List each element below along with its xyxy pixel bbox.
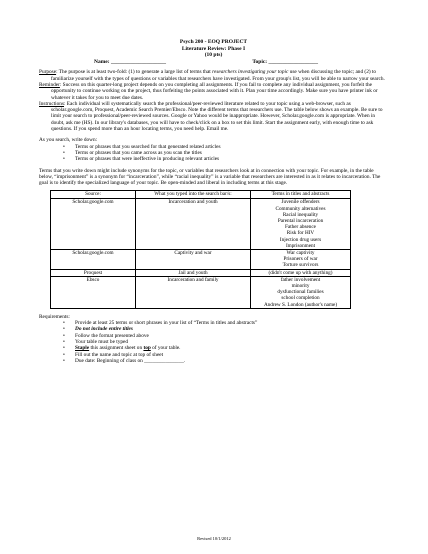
term: Community alternatives xyxy=(275,205,326,212)
term: school completion xyxy=(281,295,320,302)
reminder-label: Reminder xyxy=(39,81,60,88)
purpose-text-b: use when discussing the topic; and (2) to familiarize yourself with the types of questions or variables that researchers have investigated. From your group's list, you will be able to narrow your search. xyxy=(51,69,385,82)
revision-footer: Revised 10/1/2012 xyxy=(197,535,231,541)
topic-field[interactable]: Topic: __________________ xyxy=(252,58,318,65)
cell-source: Ebsco xyxy=(51,276,136,308)
term: dysfunctional families xyxy=(277,289,324,296)
cell-source: Scholar.google.com xyxy=(51,250,136,270)
table-row xyxy=(51,269,351,276)
requirement-item: • Due date: Beginning of class on _______________. xyxy=(63,358,388,364)
header-typed: What you typed into the search bar/s: xyxy=(136,191,251,199)
cell-terms xyxy=(251,250,351,270)
term: Father absence xyxy=(285,224,316,231)
term: father involvement xyxy=(280,276,321,283)
requirement-emphasis: Do not include entire titles xyxy=(75,326,133,333)
name-field[interactable]: Name: ____________________ xyxy=(94,58,166,65)
requirement-item: • Your table must be typed xyxy=(63,339,388,345)
requirement-item: • Follow the format presented above xyxy=(63,333,388,339)
header-terms: Terms in titles and abstracts xyxy=(251,191,351,199)
cell-source: Scholar.google.com xyxy=(51,199,136,250)
term: Risk for HIV xyxy=(286,230,315,237)
search-bullet: • Terms or phrases that you searched for that generated related articles xyxy=(63,144,388,150)
instructions-paragraph xyxy=(39,101,388,132)
purpose-text-a: : The purpose is at least two-fold: (1) to generate a large list of terms that xyxy=(56,69,213,76)
requirements-label: Requirements: xyxy=(39,313,70,320)
search-bullet: • Terms or phrases that you came across as you scan the titles xyxy=(63,150,388,156)
term: Parental incarceration xyxy=(277,218,324,225)
term: Injection drug users xyxy=(279,236,322,243)
purpose-paragraph xyxy=(39,69,388,82)
instructions-label: Instructions xyxy=(39,100,65,107)
instructions-text: : Each individual will systematically search the professional/peer-reviewed literature related to your topic using a web-browser, such as scholar.google.com, Proquest, Academic Search Premier/Ebsco. Note the different terms that researchers use. The table below shows an example. Be sure to limit your search to professional/peer-reviewed sources. Google or Yahoo would be inappropriate. However, Scholar.google.com is appropriate. When in doubt, ask me (HS). In our library's databases, you will have to check/click on a box to set this limit. Start the assignment early, with enough time to ask questions. If you spend more than an hour locating terms, you need help. Email me. xyxy=(51,100,383,133)
search-bullet-list xyxy=(39,144,388,163)
staple-end: of your table. xyxy=(150,345,181,352)
header-source: Source: xyxy=(51,191,136,199)
requirement-item: • Provide at least 25 terms or short phrases in your list of “Terms in titles and abstracts” xyxy=(63,320,388,326)
purpose-label: Purpose xyxy=(39,69,57,76)
staple-word: Staple xyxy=(75,345,90,352)
cell-terms xyxy=(251,276,351,308)
term: Juvenile offenders xyxy=(281,199,320,206)
search-intro: As you search, write down: xyxy=(39,137,98,144)
document-title: Psych 200 - EOQ PROJECT xyxy=(179,39,248,45)
search-bullet: • Terms or phrases that were ineffective in producing relevant articles xyxy=(63,156,388,162)
points-label: (10 pts) xyxy=(204,52,223,59)
intro-section xyxy=(39,69,388,132)
table-row xyxy=(51,199,351,250)
term: Torture survivors xyxy=(282,262,319,269)
cell-typed: Jail and youth xyxy=(136,269,251,276)
term: Racial inequality xyxy=(282,211,319,218)
synonyms-paragraph: Terms that you write down might include synonyms for the topic, or variables that researchers look at in connection with your topic. For example, in the table below, “imprisonment” is a synonym for “incarceration”, while “racial inequality” is a variable that researchers are interested in as it relates to incarceration. The goal is to identify the specialized language of your topic. Be open-minded and liberal in including terms at this stage. xyxy=(39,167,381,187)
example-table xyxy=(50,190,351,308)
term: minority xyxy=(291,283,310,290)
cell-typed: Captivity and war xyxy=(136,250,251,270)
requirement-item: • Fill out the name and topic at top of sheet xyxy=(63,352,388,358)
term: War captivity xyxy=(286,250,315,257)
reminder-text: : Success on this quarter-long project depends on you completing all assignments. If you fail to complete any individual assignment, you forfeit the opportunity to continue working on the project, thus forfeiting the points associated with it. Plan your time accordingly. Make sure you have printer ink or whatever it takes for you to meet due dates. xyxy=(51,81,378,101)
term: Prisoners of war xyxy=(283,256,318,263)
cell-typed: Incarceration and family xyxy=(136,276,251,308)
top-word: top xyxy=(143,345,151,352)
cell-terms xyxy=(251,269,351,276)
purpose-emphasis: researchers investigating your topic xyxy=(212,69,289,76)
staple-mid: this assignment sheet on xyxy=(89,345,144,352)
requirements-list xyxy=(39,320,388,364)
term: Imprisonment xyxy=(285,242,316,249)
term: Andrew S. London (author's name) xyxy=(263,301,338,308)
table-row xyxy=(51,250,351,270)
document-header xyxy=(39,0,388,59)
table-header-row xyxy=(51,191,351,199)
name-topic-row xyxy=(39,59,388,66)
reminder-paragraph xyxy=(39,82,388,101)
cell-source: Proquest xyxy=(51,269,136,276)
document-subtitle: Literature Review: Phase I xyxy=(181,45,246,52)
term: (didn't come up with anything) xyxy=(268,269,333,276)
cell-terms xyxy=(251,199,351,250)
cell-typed: Incarceration and youth xyxy=(136,199,251,250)
table-row xyxy=(51,276,351,308)
